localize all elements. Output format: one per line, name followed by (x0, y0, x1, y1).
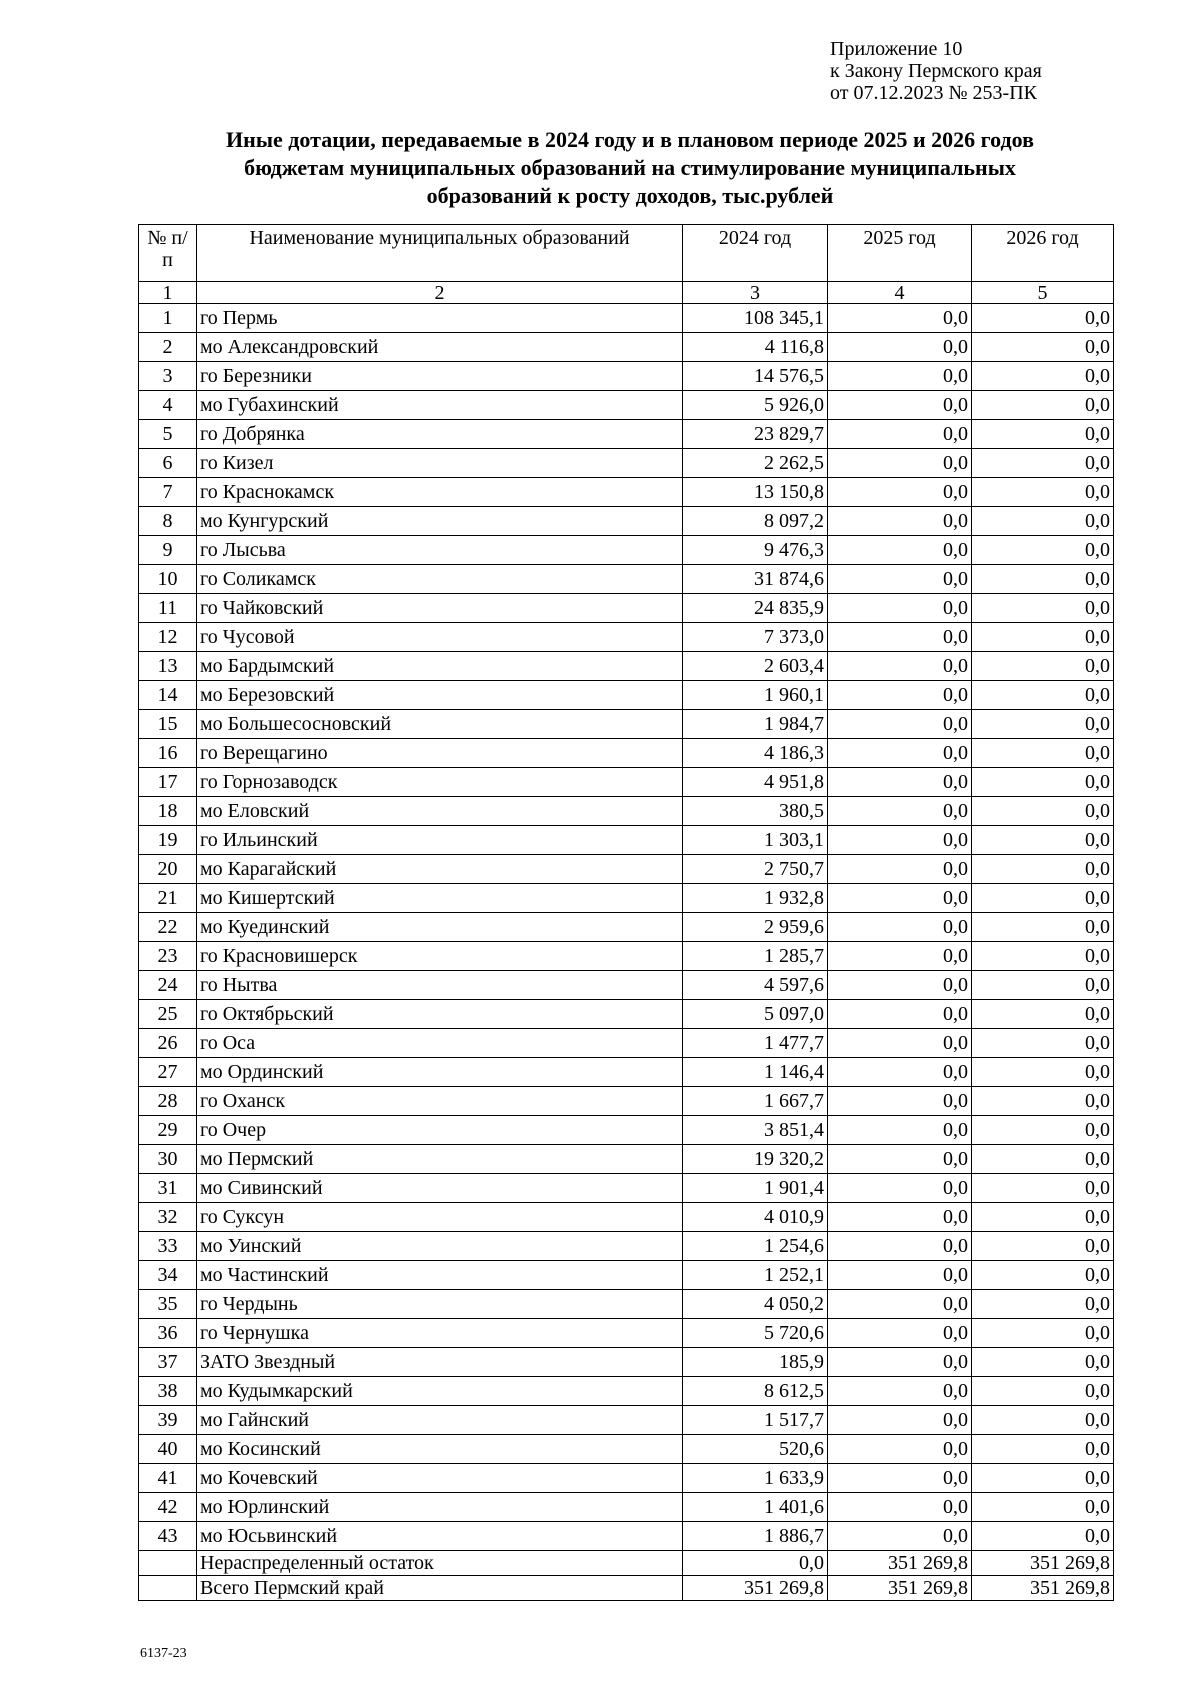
value-2024: 1 285,7 (683, 942, 828, 971)
row-number: 39 (139, 1406, 197, 1435)
row-number: 14 (139, 681, 197, 710)
value-2026: 0,0 (972, 1029, 1114, 1058)
header-2026: 2026 год (972, 225, 1114, 282)
subsidy-table (138, 224, 1114, 1601)
value-2025: 0,0 (828, 1029, 972, 1058)
value-2026: 0,0 (972, 884, 1114, 913)
row-number: 41 (139, 1464, 197, 1493)
table-row (139, 594, 1114, 623)
value-2024: 5 097,0 (683, 1000, 828, 1029)
table-row (139, 1290, 1114, 1319)
value-2024: 1 932,8 (683, 884, 828, 913)
table-row (139, 1261, 1114, 1290)
value-2024: 4 010,9 (683, 1203, 828, 1232)
table-row (139, 1174, 1114, 1203)
value-2025: 0,0 (828, 1435, 972, 1464)
value-2025: 351 269,8 (828, 1551, 972, 1576)
row-number: 40 (139, 1435, 197, 1464)
value-2025: 0,0 (828, 768, 972, 797)
value-2024: 8 612,5 (683, 1377, 828, 1406)
row-name: мо Кишертский (197, 884, 683, 913)
row-name: мо Сивинский (197, 1174, 683, 1203)
value-2026: 0,0 (972, 1290, 1114, 1319)
value-2026: 0,0 (972, 652, 1114, 681)
value-2026: 0,0 (972, 1000, 1114, 1029)
value-2024: 4 951,8 (683, 768, 828, 797)
table-row (139, 710, 1114, 739)
value-2024: 4 116,8 (683, 333, 828, 362)
value-2025: 0,0 (828, 710, 972, 739)
appendix-line-1: Приложение 10 (830, 38, 963, 60)
row-name: го Березники (197, 362, 683, 391)
table-row (139, 768, 1114, 797)
value-2025: 0,0 (828, 623, 972, 652)
row-name: мо Юрлинский (197, 1493, 683, 1522)
row-number: 9 (139, 536, 197, 565)
table-row (139, 565, 1114, 594)
value-2026: 0,0 (972, 1203, 1114, 1232)
row-name: ЗАТО Звездный (197, 1348, 683, 1377)
value-2026: 0,0 (972, 536, 1114, 565)
document-number: 6137-23 (140, 1646, 187, 1661)
table-row (139, 1493, 1114, 1522)
value-2026: 0,0 (972, 826, 1114, 855)
value-2024: 380,5 (683, 797, 828, 826)
value-2024: 1 252,1 (683, 1261, 828, 1290)
value-2026: 0,0 (972, 1261, 1114, 1290)
row-name: мо Ординский (197, 1058, 683, 1087)
title-line-1: Иные дотации, передаваемые в 2024 году и в плановом периоде 2025 и 2026 годов (226, 127, 1034, 152)
value-2026: 0,0 (972, 362, 1114, 391)
table-row (139, 797, 1114, 826)
value-2026: 0,0 (972, 391, 1114, 420)
row-number: 25 (139, 1000, 197, 1029)
value-2026: 0,0 (972, 971, 1114, 1000)
value-2025: 0,0 (828, 449, 972, 478)
header-2025: 2025 год (828, 225, 972, 282)
row-name: мо Косинский (197, 1435, 683, 1464)
value-2024: 7 373,0 (683, 623, 828, 652)
value-2024: 1 477,7 (683, 1029, 828, 1058)
value-2025: 0,0 (828, 1522, 972, 1551)
row-name: мо Березовский (197, 681, 683, 710)
row-name: го Чусовой (197, 623, 683, 652)
row-name: го Краснокамск (197, 478, 683, 507)
row-number (139, 1551, 197, 1576)
value-2025: 0,0 (828, 1493, 972, 1522)
table-row (139, 826, 1114, 855)
row-name: го Оса (197, 1029, 683, 1058)
table-row (139, 623, 1114, 652)
row-name: мо Кудымкарский (197, 1377, 683, 1406)
value-2026: 0,0 (972, 1493, 1114, 1522)
row-number: 3 (139, 362, 197, 391)
row-name: мо Кочевский (197, 1464, 683, 1493)
row-number: 24 (139, 971, 197, 1000)
row-name: мо Карагайский (197, 855, 683, 884)
value-2025: 0,0 (828, 652, 972, 681)
row-number: 36 (139, 1319, 197, 1348)
row-name: мо Частинский (197, 1261, 683, 1290)
value-2024: 5 926,0 (683, 391, 828, 420)
table-row (139, 1116, 1114, 1145)
value-2026: 0,0 (972, 1406, 1114, 1435)
table-row (139, 942, 1114, 971)
value-2026: 0,0 (972, 681, 1114, 710)
row-name: мо Уинский (197, 1232, 683, 1261)
table-row (139, 478, 1114, 507)
value-2025: 351 269,8 (828, 1576, 972, 1601)
row-name: го Очер (197, 1116, 683, 1145)
table-row (139, 304, 1114, 333)
row-number: 17 (139, 768, 197, 797)
value-2025: 0,0 (828, 478, 972, 507)
table-row (139, 1087, 1114, 1116)
table-row (139, 362, 1114, 391)
value-2025: 0,0 (828, 536, 972, 565)
row-number: 21 (139, 884, 197, 913)
value-2025: 0,0 (828, 971, 972, 1000)
row-number: 11 (139, 594, 197, 623)
row-number: 1 (139, 304, 197, 333)
value-2024: 1 667,7 (683, 1087, 828, 1116)
value-2024: 4 186,3 (683, 739, 828, 768)
row-name: мо Еловский (197, 797, 683, 826)
value-2025: 0,0 (828, 1377, 972, 1406)
table-row (139, 1406, 1114, 1435)
value-2025: 0,0 (828, 565, 972, 594)
row-number: 7 (139, 478, 197, 507)
table-row (139, 536, 1114, 565)
table-header (139, 225, 1114, 304)
value-2025: 0,0 (828, 1261, 972, 1290)
row-name: го Красновишерск (197, 942, 683, 971)
row-name: го Верещагино (197, 739, 683, 768)
row-number: 34 (139, 1261, 197, 1290)
value-2025: 0,0 (828, 304, 972, 333)
value-2026: 0,0 (972, 1435, 1114, 1464)
row-name: мо Губахинский (197, 391, 683, 420)
value-2024: 19 320,2 (683, 1145, 828, 1174)
row-number: 31 (139, 1174, 197, 1203)
row-number: 26 (139, 1029, 197, 1058)
value-2024: 1 303,1 (683, 826, 828, 855)
row-name: мо Кунгурский (197, 507, 683, 536)
value-2025: 0,0 (828, 1087, 972, 1116)
row-number: 42 (139, 1493, 197, 1522)
column-number: 2 (197, 282, 683, 304)
value-2026: 0,0 (972, 1087, 1114, 1116)
row-number: 15 (139, 710, 197, 739)
row-name: Нераспределенный остаток (197, 1551, 683, 1576)
row-number: 33 (139, 1232, 197, 1261)
value-2026: 0,0 (972, 478, 1114, 507)
value-2024: 23 829,7 (683, 420, 828, 449)
column-number: 4 (828, 282, 972, 304)
value-2026: 0,0 (972, 942, 1114, 971)
total-row (139, 1576, 1114, 1601)
row-name: го Добрянка (197, 420, 683, 449)
row-name: мо Куединский (197, 913, 683, 942)
row-name: мо Пермский (197, 1145, 683, 1174)
table-row (139, 1058, 1114, 1087)
row-name: го Ильинский (197, 826, 683, 855)
table-row (139, 652, 1114, 681)
table-row (139, 884, 1114, 913)
value-2025: 0,0 (828, 681, 972, 710)
row-number: 22 (139, 913, 197, 942)
table-row (139, 1377, 1114, 1406)
value-2024: 351 269,8 (683, 1576, 828, 1601)
value-2025: 0,0 (828, 797, 972, 826)
row-name: го Нытва (197, 971, 683, 1000)
value-2024: 2 750,7 (683, 855, 828, 884)
header-2024: 2024 год (683, 225, 828, 282)
table-row (139, 391, 1114, 420)
table-row (139, 913, 1114, 942)
row-name: го Соликамск (197, 565, 683, 594)
value-2024: 14 576,5 (683, 362, 828, 391)
row-number: 28 (139, 1087, 197, 1116)
row-number: 35 (139, 1290, 197, 1319)
header-row (139, 225, 1114, 282)
value-2024: 2 603,4 (683, 652, 828, 681)
value-2025: 0,0 (828, 1464, 972, 1493)
value-2025: 0,0 (828, 420, 972, 449)
row-number: 4 (139, 391, 197, 420)
row-number: 43 (139, 1522, 197, 1551)
unallocated-row (139, 1551, 1114, 1576)
header-number: № п/п (139, 225, 197, 282)
row-number: 5 (139, 420, 197, 449)
value-2024: 3 851,4 (683, 1116, 828, 1145)
table-row (139, 420, 1114, 449)
value-2026: 0,0 (972, 507, 1114, 536)
value-2026: 0,0 (972, 594, 1114, 623)
value-2025: 0,0 (828, 594, 972, 623)
table-row (139, 1319, 1114, 1348)
value-2024: 13 150,8 (683, 478, 828, 507)
value-2026: 351 269,8 (972, 1551, 1114, 1576)
title-line-2: бюджетам муниципальных образований на стимулирование муниципальных (244, 155, 1016, 180)
row-number: 20 (139, 855, 197, 884)
value-2024: 1 960,1 (683, 681, 828, 710)
table-row (139, 507, 1114, 536)
column-number-row (139, 282, 1114, 304)
table-row (139, 681, 1114, 710)
table-body (139, 304, 1114, 1551)
value-2025: 0,0 (828, 1290, 972, 1319)
row-number: 8 (139, 507, 197, 536)
value-2026: 0,0 (972, 710, 1114, 739)
row-name: го Пермь (197, 304, 683, 333)
row-number: 23 (139, 942, 197, 971)
value-2025: 0,0 (828, 391, 972, 420)
row-number: 18 (139, 797, 197, 826)
value-2025: 0,0 (828, 1145, 972, 1174)
row-number: 32 (139, 1203, 197, 1232)
value-2026: 0,0 (972, 768, 1114, 797)
row-name: мо Александровский (197, 333, 683, 362)
table-summary (139, 1551, 1114, 1601)
row-name: го Лысьва (197, 536, 683, 565)
value-2025: 0,0 (828, 1232, 972, 1261)
table-row (139, 1145, 1114, 1174)
table-row (139, 1029, 1114, 1058)
value-2025: 0,0 (828, 362, 972, 391)
row-name: го Суксун (197, 1203, 683, 1232)
value-2026: 0,0 (972, 304, 1114, 333)
value-2024: 1 984,7 (683, 710, 828, 739)
document-title (140, 126, 1120, 210)
row-number: 13 (139, 652, 197, 681)
value-2024: 108 345,1 (683, 304, 828, 333)
row-number: 16 (139, 739, 197, 768)
table-row (139, 1232, 1114, 1261)
row-name: мо Большесосновский (197, 710, 683, 739)
value-2026: 0,0 (972, 1377, 1114, 1406)
value-2026: 0,0 (972, 1232, 1114, 1261)
value-2025: 0,0 (828, 855, 972, 884)
value-2026: 0,0 (972, 855, 1114, 884)
table-row (139, 1203, 1114, 1232)
value-2025: 0,0 (828, 1116, 972, 1145)
value-2024: 4 597,6 (683, 971, 828, 1000)
value-2025: 0,0 (828, 507, 972, 536)
value-2025: 0,0 (828, 1348, 972, 1377)
row-name: мо Юсьвинский (197, 1522, 683, 1551)
value-2024: 1 886,7 (683, 1522, 828, 1551)
row-name: мо Бардымский (197, 652, 683, 681)
value-2026: 0,0 (972, 623, 1114, 652)
table-row (139, 1464, 1114, 1493)
row-name: го Оханск (197, 1087, 683, 1116)
value-2024: 520,6 (683, 1435, 828, 1464)
value-2025: 0,0 (828, 1058, 972, 1087)
column-number: 5 (972, 282, 1114, 304)
table-row (139, 971, 1114, 1000)
row-number (139, 1576, 197, 1601)
value-2025: 0,0 (828, 942, 972, 971)
value-2024: 9 476,3 (683, 536, 828, 565)
table-row (139, 1522, 1114, 1551)
row-name: го Чердынь (197, 1290, 683, 1319)
value-2025: 0,0 (828, 884, 972, 913)
value-2024: 0,0 (683, 1551, 828, 1576)
value-2024: 1 254,6 (683, 1232, 828, 1261)
title-line-3: образований к росту доходов, тыс.рублей (426, 183, 834, 208)
value-2024: 2 959,6 (683, 913, 828, 942)
row-number: 2 (139, 333, 197, 362)
value-2026: 0,0 (972, 1348, 1114, 1377)
value-2024: 1 901,4 (683, 1174, 828, 1203)
value-2026: 0,0 (972, 1116, 1114, 1145)
column-number: 3 (683, 282, 828, 304)
value-2026: 0,0 (972, 1522, 1114, 1551)
value-2025: 0,0 (828, 913, 972, 942)
row-number: 38 (139, 1377, 197, 1406)
column-number: 1 (139, 282, 197, 304)
row-number: 37 (139, 1348, 197, 1377)
row-name: го Горнозаводск (197, 768, 683, 797)
header-name: Наименование муниципальных образований (197, 225, 683, 282)
table-row (139, 1435, 1114, 1464)
table-row (139, 333, 1114, 362)
appendix-line-3: от 07.12.2023 № 253-ПК (830, 82, 1038, 104)
row-number: 29 (139, 1116, 197, 1145)
value-2026: 0,0 (972, 449, 1114, 478)
value-2026: 0,0 (972, 1145, 1114, 1174)
row-number: 10 (139, 565, 197, 594)
row-name: го Чайковский (197, 594, 683, 623)
value-2024: 31 874,6 (683, 565, 828, 594)
table-row (139, 1348, 1114, 1377)
value-2024: 8 097,2 (683, 507, 828, 536)
row-name: го Кизел (197, 449, 683, 478)
value-2025: 0,0 (828, 1319, 972, 1348)
value-2024: 24 835,9 (683, 594, 828, 623)
value-2025: 0,0 (828, 826, 972, 855)
value-2024: 1 517,7 (683, 1406, 828, 1435)
value-2025: 0,0 (828, 1406, 972, 1435)
value-2025: 0,0 (828, 1203, 972, 1232)
value-2024: 1 146,4 (683, 1058, 828, 1087)
value-2026: 0,0 (972, 1464, 1114, 1493)
appendix-block (830, 38, 1042, 104)
value-2025: 0,0 (828, 1000, 972, 1029)
value-2024: 1 401,6 (683, 1493, 828, 1522)
value-2025: 0,0 (828, 739, 972, 768)
value-2024: 185,9 (683, 1348, 828, 1377)
appendix-line-2: к Закону Пермского края (830, 60, 1042, 82)
table-row (139, 855, 1114, 884)
table-row (139, 449, 1114, 478)
value-2026: 0,0 (972, 565, 1114, 594)
row-number: 19 (139, 826, 197, 855)
value-2026: 0,0 (972, 913, 1114, 942)
value-2025: 0,0 (828, 333, 972, 362)
row-number: 30 (139, 1145, 197, 1174)
row-number: 6 (139, 449, 197, 478)
value-2024: 5 720,6 (683, 1319, 828, 1348)
value-2025: 0,0 (828, 1174, 972, 1203)
value-2026: 0,0 (972, 333, 1114, 362)
value-2024: 4 050,2 (683, 1290, 828, 1319)
row-number: 27 (139, 1058, 197, 1087)
row-number: 12 (139, 623, 197, 652)
row-name: Всего Пермский край (197, 1576, 683, 1601)
value-2026: 351 269,8 (972, 1576, 1114, 1601)
row-name: го Октябрьский (197, 1000, 683, 1029)
value-2026: 0,0 (972, 1058, 1114, 1087)
row-name: мо Гайнский (197, 1406, 683, 1435)
row-name: го Чернушка (197, 1319, 683, 1348)
value-2024: 1 633,9 (683, 1464, 828, 1493)
value-2026: 0,0 (972, 739, 1114, 768)
table-row (139, 1000, 1114, 1029)
value-2026: 0,0 (972, 420, 1114, 449)
value-2024: 2 262,5 (683, 449, 828, 478)
value-2026: 0,0 (972, 1319, 1114, 1348)
value-2026: 0,0 (972, 1174, 1114, 1203)
value-2026: 0,0 (972, 797, 1114, 826)
table-row (139, 739, 1114, 768)
